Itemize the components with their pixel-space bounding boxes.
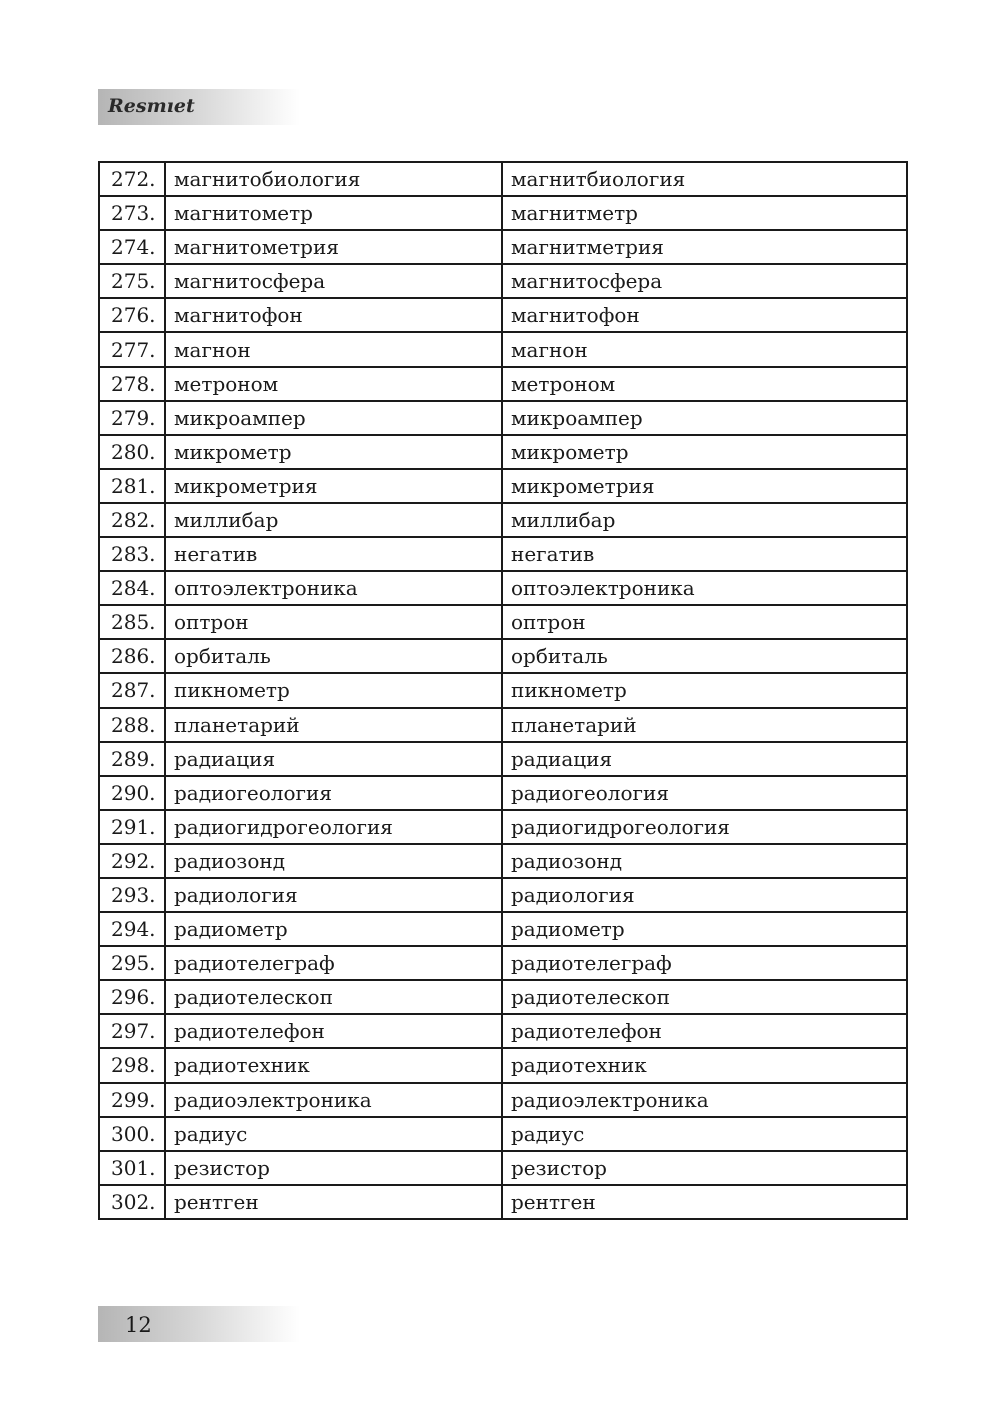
row-number: 277. [99, 332, 165, 366]
term-cell: радиотелефон [165, 1014, 502, 1048]
equivalent-cell: оптоэлектроника [502, 571, 907, 605]
term-cell: радиотелеграф [165, 946, 502, 980]
term-cell: орбиталь [165, 639, 502, 673]
row-number: 283. [99, 537, 165, 571]
table-row [99, 1185, 907, 1219]
term-cell: микрометр [165, 435, 502, 469]
table-row [99, 264, 907, 298]
equivalent-cell: радиация [502, 742, 907, 776]
table-row [99, 912, 907, 946]
row-number: 285. [99, 605, 165, 639]
equivalent-cell: магнитметрия [502, 230, 907, 264]
equivalent-cell: радиотелескоп [502, 980, 907, 1014]
equivalent-cell: миллибар [502, 503, 907, 537]
equivalent-cell: микрометрия [502, 469, 907, 503]
term-cell: радиотехник [165, 1048, 502, 1082]
table-row [99, 605, 907, 639]
table-row [99, 537, 907, 571]
row-number: 300. [99, 1117, 165, 1151]
term-cell: магнитометр [165, 196, 502, 230]
equivalent-cell: резистор [502, 1151, 907, 1185]
table-row [99, 332, 907, 366]
row-number: 291. [99, 810, 165, 844]
term-cell: магнитосфера [165, 264, 502, 298]
row-number: 278. [99, 367, 165, 401]
equivalent-cell: метроном [502, 367, 907, 401]
equivalent-cell: радиотехник [502, 1048, 907, 1082]
row-number: 293. [99, 878, 165, 912]
table-row [99, 673, 907, 707]
term-cell: радиоэлектроника [165, 1083, 502, 1117]
row-number: 284. [99, 571, 165, 605]
row-number: 286. [99, 639, 165, 673]
term-cell: радиометр [165, 912, 502, 946]
table-row [99, 980, 907, 1014]
term-cell: микрометрия [165, 469, 502, 503]
equivalent-cell: радиус [502, 1117, 907, 1151]
equivalent-cell: магнитофон [502, 298, 907, 332]
row-number: 297. [99, 1014, 165, 1048]
table-row [99, 1014, 907, 1048]
equivalent-cell: радиометр [502, 912, 907, 946]
table-row [99, 401, 907, 435]
running-header [98, 89, 300, 125]
term-cell: радиозонд [165, 844, 502, 878]
table-row [99, 469, 907, 503]
row-number: 279. [99, 401, 165, 435]
table-row [99, 810, 907, 844]
equivalent-cell: магнитбиология [502, 162, 907, 196]
table-row [99, 1117, 907, 1151]
equivalent-cell: радиотелеграф [502, 946, 907, 980]
row-number: 276. [99, 298, 165, 332]
row-number: 299. [99, 1083, 165, 1117]
page-footer [98, 1306, 300, 1342]
term-cell: рентген [165, 1185, 502, 1219]
equivalent-cell: микроампер [502, 401, 907, 435]
row-number: 282. [99, 503, 165, 537]
equivalent-cell: магнитосфера [502, 264, 907, 298]
term-cell: радиус [165, 1117, 502, 1151]
equivalent-cell: пикнометр [502, 673, 907, 707]
equivalent-cell: магнон [502, 332, 907, 366]
terms-table [98, 161, 908, 1220]
page-number: 12 [125, 1313, 152, 1337]
row-number: 296. [99, 980, 165, 1014]
row-number: 281. [99, 469, 165, 503]
term-cell: метроном [165, 367, 502, 401]
row-number: 294. [99, 912, 165, 946]
table-row [99, 844, 907, 878]
table-row [99, 878, 907, 912]
running-header-title: Resmıet [108, 95, 195, 117]
equivalent-cell: радиотелефон [502, 1014, 907, 1048]
row-number: 289. [99, 742, 165, 776]
table-row [99, 435, 907, 469]
row-number: 272. [99, 162, 165, 196]
table-row [99, 742, 907, 776]
row-number: 288. [99, 708, 165, 742]
equivalent-cell: радиогеология [502, 776, 907, 810]
equivalent-cell: микрометр [502, 435, 907, 469]
term-cell: магнитометрия [165, 230, 502, 264]
equivalent-cell: негатив [502, 537, 907, 571]
term-cell: миллибар [165, 503, 502, 537]
row-number: 273. [99, 196, 165, 230]
row-number: 280. [99, 435, 165, 469]
table-row [99, 230, 907, 264]
term-cell: радиогеология [165, 776, 502, 810]
table-row [99, 162, 907, 196]
equivalent-cell: радиогидрогеология [502, 810, 907, 844]
table-row [99, 196, 907, 230]
term-cell: оптрон [165, 605, 502, 639]
term-cell: негатив [165, 537, 502, 571]
equivalent-cell: радиозонд [502, 844, 907, 878]
table-row [99, 639, 907, 673]
term-cell: радиация [165, 742, 502, 776]
row-number: 298. [99, 1048, 165, 1082]
table-row [99, 776, 907, 810]
equivalent-cell: магнитметр [502, 196, 907, 230]
equivalent-cell: рентген [502, 1185, 907, 1219]
terms-table-body [99, 162, 907, 1219]
table-row [99, 708, 907, 742]
row-number: 287. [99, 673, 165, 707]
equivalent-cell: радиоэлектроника [502, 1083, 907, 1117]
term-cell: планетарий [165, 708, 502, 742]
row-number: 290. [99, 776, 165, 810]
equivalent-cell: радиология [502, 878, 907, 912]
table-row [99, 298, 907, 332]
term-cell: оптоэлектроника [165, 571, 502, 605]
term-cell: магнитофон [165, 298, 502, 332]
table-row [99, 1151, 907, 1185]
table-row [99, 503, 907, 537]
term-cell: магнитобиология [165, 162, 502, 196]
equivalent-cell: планетарий [502, 708, 907, 742]
term-cell: пикнометр [165, 673, 502, 707]
equivalent-cell: оптрон [502, 605, 907, 639]
equivalent-cell: орбиталь [502, 639, 907, 673]
table-row [99, 1083, 907, 1117]
term-cell: магнон [165, 332, 502, 366]
row-number: 301. [99, 1151, 165, 1185]
row-number: 274. [99, 230, 165, 264]
row-number: 302. [99, 1185, 165, 1219]
table-row [99, 571, 907, 605]
term-cell: микроампер [165, 401, 502, 435]
row-number: 295. [99, 946, 165, 980]
term-cell: резистор [165, 1151, 502, 1185]
table-row [99, 367, 907, 401]
row-number: 292. [99, 844, 165, 878]
term-cell: радиотелескоп [165, 980, 502, 1014]
table-row [99, 1048, 907, 1082]
term-cell: радиология [165, 878, 502, 912]
term-cell: радиогидрогеология [165, 810, 502, 844]
table-row [99, 946, 907, 980]
row-number: 275. [99, 264, 165, 298]
